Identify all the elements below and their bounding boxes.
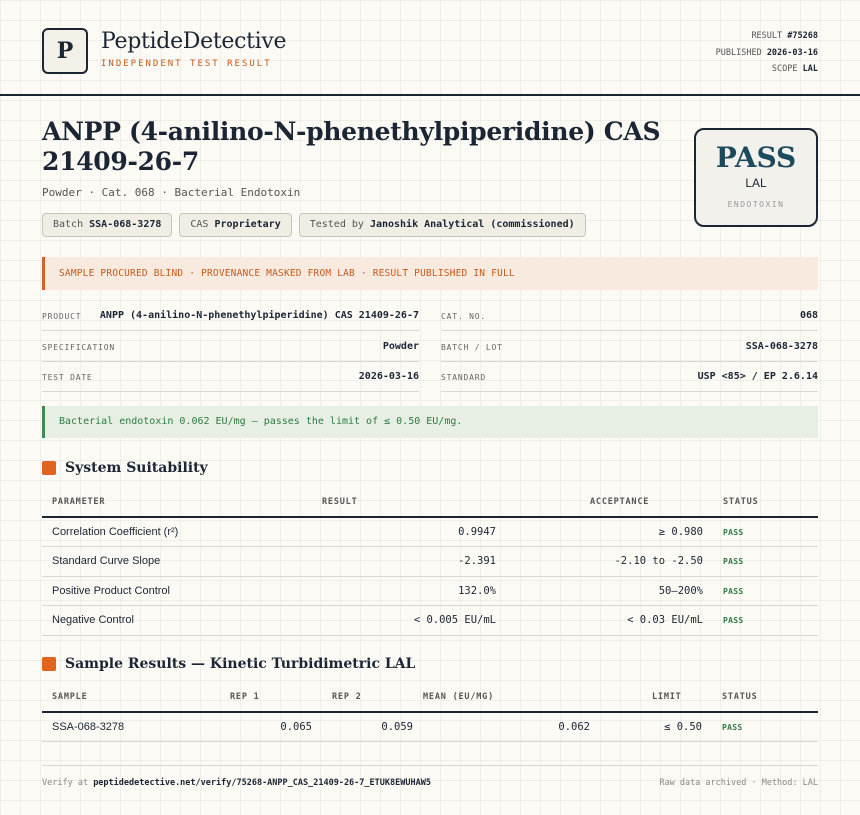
parameter-cell: Correlation Coefficient (r²) [42,517,242,547]
cat-no-label: CAT. NO. [441,312,486,321]
product-row [42,301,419,331]
acceptance-cell: -2.10 to -2.50 [506,547,713,577]
status-cell [713,517,818,547]
test-date-label: TEST DATE [42,373,93,382]
col-parameter: PARAMETER [42,488,242,517]
tested-by-chip: Tested by Janoshik Analytical (commissioned) [299,213,586,237]
acceptance-cell: ≥ 0.980 [506,517,713,547]
table-row [42,606,818,636]
batch-value: SSA-068-3278 [745,341,818,352]
test-date-row [42,362,419,392]
mean-cell: 0.062 [423,712,600,742]
pass-method: LAL [745,176,767,190]
status-cell [713,606,818,636]
rep2-cell: 0.059 [322,712,423,742]
brand-name[interactable]: PeptideDetective [101,29,287,54]
system-suitability-table [42,488,818,636]
blind-notice-banner: SAMPLE PROCURED BLIND · PROVENANCE MASKED FROM LAB · RESULT PUBLISHED IN FULL [42,257,818,290]
standard-label: STANDARD [441,373,486,382]
table-row [42,576,818,606]
meta-scope: SCOPE LAL [771,64,818,74]
batch-label: BATCH / LOT [441,343,503,352]
col-sample: SAMPLE [42,683,220,712]
status-badge: PASS [723,557,744,567]
specification-row [42,332,419,362]
section-marker-icon [42,657,56,671]
table-row [42,712,818,742]
standard-value: USP <85> / EP 2.6.14 [697,371,818,382]
col-rep1: REP 1 [220,683,322,712]
sample-results-table [42,683,818,742]
result-cell: -2.391 [242,547,506,577]
section-title: Sample Results — Kinetic Turbidimetric LAL [65,656,416,672]
result-cell: 132.0% [242,576,506,606]
verify-prefix: Verify at [42,778,89,788]
parameter-cell: Standard Curve Slope [42,547,242,577]
page-footer [42,765,818,788]
col-result: RESULT [242,488,506,517]
batch-row [441,332,818,362]
meta-result: RESULT #75268 [751,31,818,41]
status-badge: PASS [723,616,744,626]
brand-logo[interactable]: P [42,28,88,74]
sample-results-heading [42,656,415,672]
result-cell: < 0.005 EU/mL [242,606,506,636]
specification-label: SPECIFICATION [42,343,116,352]
batch-chip: Batch SSA-068-3278 [42,213,172,237]
parameter-cell: Positive Product Control [42,576,242,606]
pass-type: ENDOTOXIN [727,200,785,209]
meta-published: PUBLISHED 2026-03-16 [715,47,818,58]
page-subtitle: Powder · Cat. 068 · Bacterial Endotoxin [42,186,301,199]
limit-cell: ≤ 0.50 [600,712,712,742]
page-title: ANPP (4-anilino-N-phenethylpiperidine) CAS 21409-26-7 [42,117,661,176]
product-value: ANPP (4-anilino-N-phenethylpiperidine) CAS 21409-26-7 [99,310,419,321]
status-cell [712,712,818,742]
table-header-row [42,488,818,517]
col-status: STATUS [713,488,818,517]
table-header-row [42,683,818,712]
section-marker-icon [42,461,56,475]
standard-row [441,362,818,392]
test-date-value: 2026-03-16 [358,371,419,382]
col-mean: MEAN (EU/MG) [423,683,600,712]
verify-link[interactable]: peptidedetective.net/verify/75268-ANPP_CAS_21409-26-7_ETUK8EWUHAW5 [93,778,431,788]
page-header [0,0,860,96]
status-cell [713,547,818,577]
acceptance-cell: 50–200% [506,576,713,606]
parameter-cell: Negative Control [42,606,242,636]
table-row [42,517,818,547]
raw-data-note: Raw data archived · Method: LAL [659,778,818,788]
pass-status: PASS [715,141,797,174]
col-acceptance: ACCEPTANCE [506,488,713,517]
brand-tagline: INDEPENDENT TEST RESULT [101,59,272,69]
table-row [42,547,818,577]
pass-badge [694,128,818,227]
system-suitability-heading [42,460,208,476]
status-cell [713,576,818,606]
result-summary-banner: Bacterial endotoxin 0.062 EU/mg — passes the limit of ≤ 0.50 EU/mg. [42,406,818,438]
result-meta [716,28,818,78]
status-badge: PASS [722,723,743,732]
cat-no-value: 068 [799,310,818,321]
col-rep2: REP 2 [322,683,423,712]
sample-cell: SSA-068-3278 [42,712,220,742]
section-title: System Suitability [65,460,208,476]
cas-chip: CAS Proprietary [179,213,291,237]
product-label: PRODUCT [42,312,82,321]
result-cell: 0.9947 [242,517,506,547]
col-limit: LIMIT [600,683,712,712]
status-badge: PASS [723,528,744,537]
chip-row [42,213,586,237]
specification-value: Powder [382,341,419,352]
status-badge: PASS [723,586,744,596]
rep1-cell: 0.065 [220,712,322,742]
acceptance-cell: < 0.03 EU/mL [506,606,713,636]
col-status: STATUS [712,683,818,712]
cat-no-row [441,301,818,331]
